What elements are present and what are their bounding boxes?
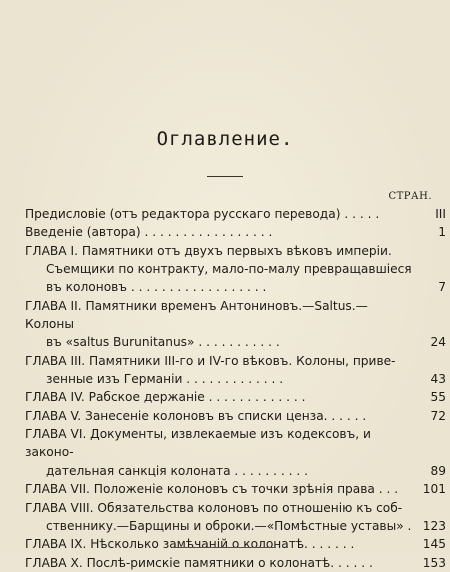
toc-entry-line: ГЛАВА X. Послѣ-римскiе памятники о колонатѣ. . . . . . [25, 555, 373, 570]
page-title: Оглавление. [156, 128, 294, 150]
toc-entry [25, 352, 446, 389]
toc-entry-line: ГЛАВА IX. Нѣсколько замѣчанiй о колонатѣ. . . . . . . [25, 537, 355, 552]
toc-entry-text [25, 425, 412, 480]
toc-page-number: 55 [430, 390, 446, 405]
toc-entry-continuation-line: дательная санкцiя колоната . . . . . . . . . . [46, 463, 309, 478]
toc-page-number: 43 [430, 372, 446, 387]
toc-entry-line: ГЛАВА V. Занесенiе колоновъ въ списки ценза. . . . . . [25, 408, 367, 423]
toc-entry [25, 554, 446, 572]
toc-entry [25, 297, 446, 352]
toc-entry [25, 425, 446, 480]
toc-entry [25, 388, 446, 406]
title-divider [207, 176, 243, 177]
toc-page-number: 89 [430, 463, 446, 478]
toc-entry [25, 407, 446, 425]
toc-page-number: 145 [422, 537, 446, 552]
toc-entry-line: Введенiе (автора) . . . . . . . . . . . . . . . . . [25, 225, 273, 240]
toc-entry [25, 499, 446, 536]
toc-page-number: 101 [422, 482, 446, 497]
toc-entry [25, 223, 446, 241]
toc-page-number: 1 [438, 225, 446, 240]
toc-entry-continuation-line: зенные изъ Германiи . . . . . . . . . . . . . [46, 372, 284, 387]
toc-entry-text [25, 352, 412, 389]
toc-entry-text [25, 297, 412, 352]
toc-entry-continuation-line: въ «saltus Burunitanus» . . . . . . . . . . . [46, 335, 280, 350]
toc-entry-text [25, 535, 412, 553]
page-column-header: СТРАН. [388, 191, 432, 202]
toc-entry-line: ГЛАВА VIII. Обязательства колоновъ по отношенiю къ соб- [25, 500, 403, 515]
toc-entry-text [25, 480, 412, 498]
toc-entry-text [25, 499, 412, 536]
toc-entry-line: ГЛАВА IV. Рабское держанiе . . . . . . . . . . . . . [25, 390, 306, 405]
bottom-divider [172, 547, 276, 548]
toc-page-number: III [435, 207, 446, 221]
toc-entry-line: ГЛАВА I. Памятники отъ двухъ первыхъ вѣковъ имперiи. [25, 243, 392, 258]
toc-page-number: 153 [422, 555, 446, 570]
toc-entry-text [25, 388, 412, 406]
toc-entry [25, 535, 446, 553]
toc-entry-text [25, 223, 412, 241]
toc-entry [25, 242, 446, 297]
toc-entry-line: ГЛАВА III. Памятники III-го и IV-го вѣковъ. Колоны, приве- [25, 353, 396, 368]
toc-page-number: 24 [430, 335, 446, 350]
toc-entry-text [25, 205, 412, 223]
toc-page-number: 123 [422, 518, 446, 533]
toc-entry-line: ГЛАВА VII. Положенiе колоновъ съ точки зрѣнiя права . . . [25, 482, 399, 497]
toc-entry-text [25, 407, 412, 425]
toc-entry [25, 480, 446, 498]
toc-page-number: 7 [438, 280, 446, 295]
toc-entry-line: Предисловiе (отъ редактора русскаго перевода) . . . . . [25, 207, 380, 221]
toc-entry-text [25, 554, 412, 572]
toc-entry-line: ГЛАВА VI. Документы, извлекаемые изъ кодексовъ, и законо- [25, 427, 371, 460]
toc-entry-continuation-line: ственнику.—Барщины и оброки.—«Помѣстные уставы» . [46, 518, 412, 533]
toc-entry-line: ГЛАВА II. Памятники временъ Антониновъ.—Saltus.—Колоны [25, 298, 368, 332]
toc-entry [25, 205, 446, 223]
toc-page-number: 72 [430, 408, 446, 423]
toc-entry-text [25, 242, 412, 297]
toc-entry-continuation-line: Съемщики по контракту, мало-по-малу превращавшiеся [46, 262, 412, 277]
toc-entry-continuation-line: въ колоновъ . . . . . . . . . . . . . . . . . . [46, 280, 267, 295]
table-of-contents [25, 205, 446, 572]
